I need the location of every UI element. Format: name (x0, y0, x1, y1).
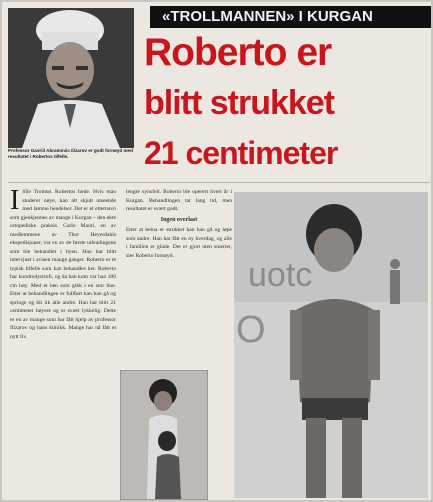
article-column-1 (10, 188, 116, 498)
handwritten-note (386, 36, 431, 70)
section-kicker: «TROLLMANNEN» I KURGAN (150, 6, 431, 28)
headline-line-2: blitt strukket (144, 84, 335, 122)
headline-line-1: Roberto er (144, 31, 332, 74)
newspaper-page (2, 2, 431, 500)
headline-line-3: 21 centimeter (144, 135, 338, 171)
professor-portrait-photo (8, 8, 134, 148)
family-photo-image (121, 371, 207, 499)
divider (8, 182, 430, 183)
roberto-photo-image (234, 192, 428, 498)
drop-cap: I (10, 188, 20, 216)
professor-portrait-image (8, 8, 134, 148)
article-text-1: lille Tromsø. Robertos hode. Hvis man studerer nøye, kan alt skjult utseende med lamme hendelser. Det er et etternavn som gjenkjennes av mange i Kurgan – den ekte ortopediske praksis. Carlo Mauri, en av medlemmene av Thor Heyerdahls ekspedisjoner, var en av de første utlendingene som ble behandlet i byen. Han har blitt intervjuet i avisen mange ganger. Roberto er et typisk tilfelle som kan behandles her. Roberto har kondrodystrofi, og da han kom var han 106 cm høy. Med et ben som gikk i en stor bue. Etter at behandlingen er fullført kan han gå og springe og bli lik alle andre. Han har blitt 21 centimeter høyere og er svært lykkelig. Dette er en av mange som har fått hjelp av professor Ilizarov og hans klinikk. Mange har nå fått et nytt liv. (10, 189, 116, 340)
roberto-photo (234, 192, 428, 498)
article-text-2a: lengre synsfelt. Roberto ble operert hvert år i Kurgan. Behandlingen tar lang tid, men resultatet er svært godt. (126, 189, 232, 212)
svg-text:O: O (236, 309, 266, 351)
svg-text:uotc: uotc (248, 256, 313, 294)
article-column-2 (126, 188, 232, 368)
article-text-2b: Etter at beina er strukket kan han gå og løpe som andre. Han har fått en ny hverdag, og alle i familien er glade. Det er gjort uten smerter, sier Roberto fornøyd. (126, 227, 232, 259)
portrait-caption: Professor Gavriil Abramovic Ilizarov er godt fornøyd med resultatet i Robertos tilfelle. (8, 148, 133, 159)
family-photo (120, 370, 208, 500)
article-subhead: Ingen overlast (160, 216, 198, 223)
